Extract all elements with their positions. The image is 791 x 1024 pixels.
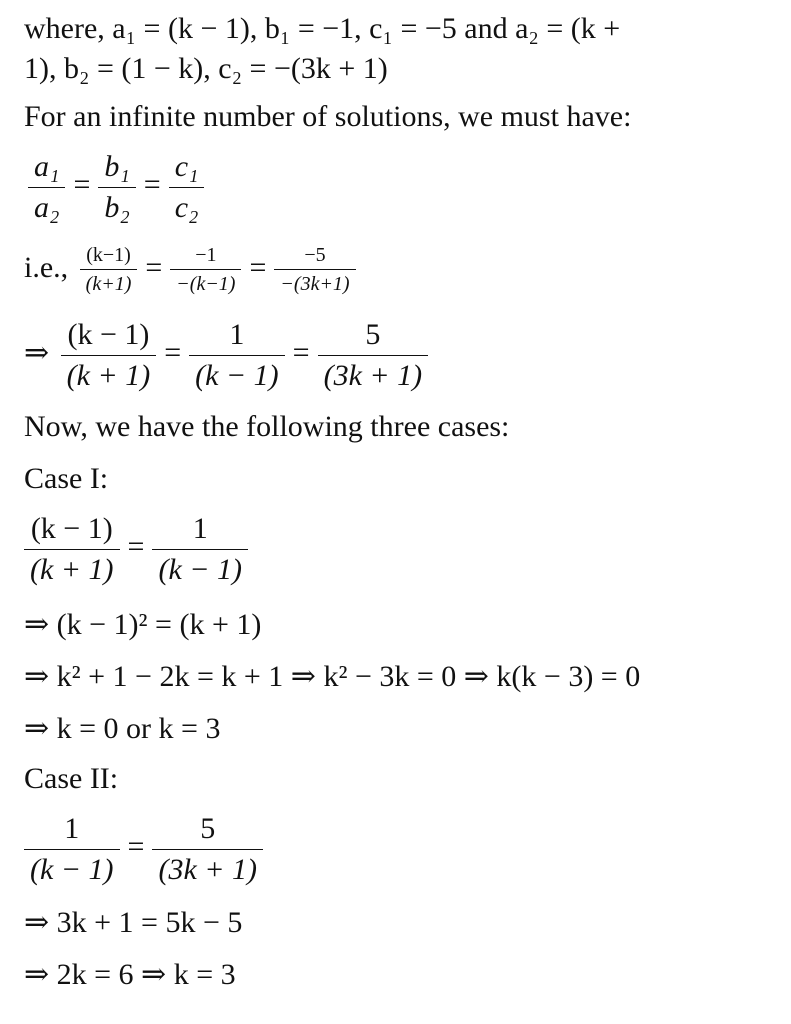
ie-label: i.e., xyxy=(24,250,69,284)
ie-fraction-3: $\frac{-5}{-(3k+1)}$ xyxy=(274,244,355,296)
fraction-c: $\frac{\text{c₁}}{\text{c₂}}$ xyxy=(169,150,205,225)
case-1-fraction-2: $\frac{1}{(k - 1)}$ xyxy=(152,512,248,587)
case-1-step-2: ⇒ k² + 1 − 2k = k + 1 ⇒ k² − 3k = 0 ⇒ k(k − 3) = 0 xyxy=(24,660,641,693)
case-1-step-1: ⇒ (k − 1)² = (k + 1) xyxy=(24,608,262,641)
case-1-step-3: ⇒ k = 0 or k = 3 xyxy=(24,712,221,745)
ratio-condition: $\frac{\text{a₁}}{\text{a₂}}$ = $\frac{\text{b₁}}{\text{b₂}}$ = $\frac{\text{c₁}}{\text{c₂}}$ xyxy=(24,150,208,225)
intro-line-2: 1), b₂ = (1 − k), c₂ = −(3k + 1) xyxy=(24,52,388,85)
intro-line-1: where, a₁ = (k − 1), b₁ = −1, c₁ = −5 and a₂ = (k + xyxy=(24,12,621,45)
case-1-equation: $\frac{(k - 1)}{(k + 1)}$ = $\frac{1}{(k - 1)}$ xyxy=(24,512,252,587)
case-2-fraction-1: $\frac{1}{(k - 1)}$ xyxy=(24,812,120,887)
cases-intro: Now, we have the following three cases: xyxy=(24,410,510,443)
case-2-equation: $\frac{1}{(k - 1)}$ = $\frac{5}{(3k + 1)}$ xyxy=(24,812,267,887)
fraction-a: $\frac{\text{a₁}}{\text{a₂}}$ xyxy=(28,150,65,225)
implies-line: ⇒ $\frac{(k - 1)}{(k + 1)}$ = $\frac{1}{(k - 1)}$ = $\frac{5}{(3k + 1)}$ xyxy=(24,318,432,393)
ie-fraction-2: $\frac{-1}{-(k-1)}$ xyxy=(170,244,241,296)
case-1-fraction-1: $\frac{(k - 1)}{(k + 1)}$ xyxy=(24,512,120,587)
implies-fraction-1: $\frac{(k - 1)}{(k + 1)}$ xyxy=(61,318,157,393)
ie-line: i.e., $\frac{(k-1)}{(k+1)}$ = $\frac{-1}{-(k-1)}$ = $\frac{-5}{-(3k+1)}$ xyxy=(24,244,360,296)
fraction-b: $\frac{\text{b₁}}{\text{b₂}}$ xyxy=(98,150,135,225)
case-2-heading: Case II: xyxy=(24,762,119,795)
infinite-solutions-line: For an infinite number of solutions, we must have: xyxy=(24,100,632,133)
case-2-step-1: ⇒ 3k + 1 = 5k − 5 xyxy=(24,906,243,939)
ie-fraction-1: $\frac{(k-1)}{(k+1)}$ xyxy=(80,244,138,296)
implies-fraction-3: $\frac{5}{(3k + 1)}$ xyxy=(318,318,429,393)
case-2-step-2: ⇒ 2k = 6 ⇒ k = 3 xyxy=(24,958,236,991)
case-2-fraction-2: $\frac{5}{(3k + 1)}$ xyxy=(152,812,263,887)
case-1-heading: Case I: xyxy=(24,462,109,495)
implies-fraction-2: $\frac{1}{(k - 1)}$ xyxy=(189,318,285,393)
